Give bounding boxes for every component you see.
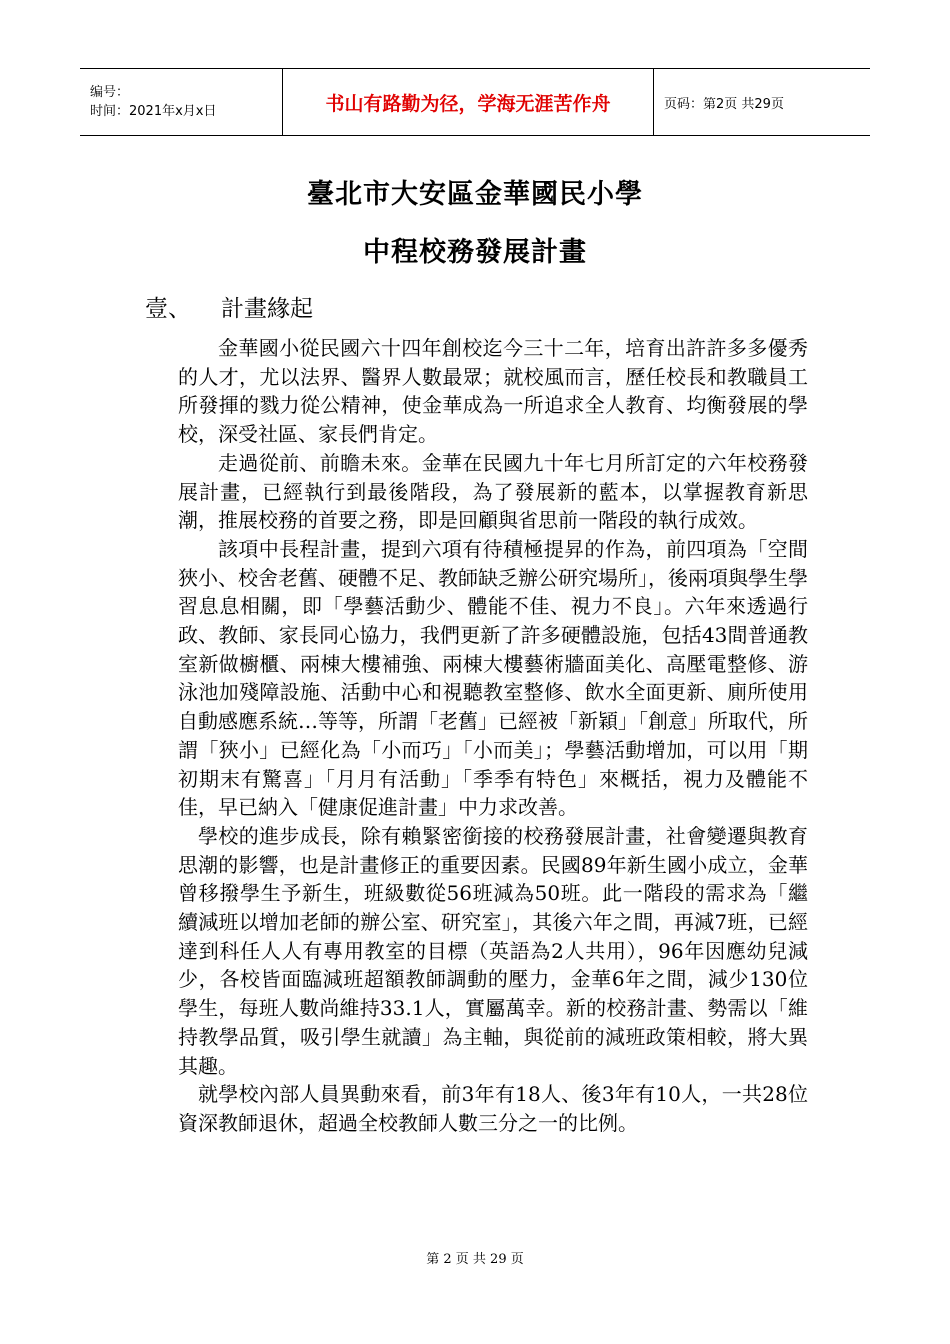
page-footer: 第 2 页 共 29 页 <box>426 1252 524 1267</box>
section-heading <box>145 290 313 323</box>
document-subtitle: 中程校務發展計畫 <box>363 237 587 268</box>
paragraph: 該項中長程計畫，提到六項有待積極提昇的作為，前四項為「空間狹小、校舍老舊、硬體不足、教師缺乏辦公研究場所」，後兩項與學生學習息息相關，即「學藝活動少、體能不佳、視力不良」。六年來透過行政、教師、家長同心協力，我們更新了許多硬體設施，包括43間普通教室新做櫥櫃、兩棟大樓補強、兩棟大樓藝術牆面美化、高壓電整修、游泳池加殘障設施、活動中心和視聽教室整修、飲水全面更新、廁所使用自動感應系統…等等，所謂「老舊」已經被「新穎」「創意」所取代，所謂「狹小」已經化為「小而巧」「小而美」；學藝活動增加，可以用「期初期末有驚喜」「月月有活動」「季季有特色」來概括，視力及體能不佳，早已納入「健康促進計畫」中力求改善。 <box>178 536 808 820</box>
page-header <box>80 68 870 136</box>
header-meta <box>80 69 282 135</box>
header-page-info-cell <box>654 69 870 135</box>
header-slogan: 书山有路勤为径，学海无涯苦作舟 <box>325 92 611 115</box>
paragraph: 金華國小從民國六十四年創校迄今三十二年，培育出許許多多優秀的人才，尤以法界、醫界人數最眾；就校風而言，歷任校長和教職員工所發揮的戮力從公精神，使金華成為一所追求全人教育、均衡發展的學校，深受社區、家長們肯定。 <box>178 336 808 447</box>
paragraph: 學校的進步成長，除有賴緊密銜接的校務發展計畫，社會變遷與教育思潮的影響，也是計畫修正的重要因素。民國89年新生國小成立，金華曾移撥學生予新生，班級數從56班減為50班。此一階段的需求為「繼續減班以增加老師的辦公室、研究室」，其後六年之間，再減7班，已經達到科任人人有專用教室的目標（英語為2人共用），96年因應幼兒減少，各校皆面臨減班超額教師調動的壓力，金華6年之間，減少130位學生，每班人數尚維持33.1人，實屬萬幸。新的校務計畫、勢需以「維持教學品質，吸引學生就讀」為主軸，與從前的減班政策相較，將大異其趣。 <box>178 823 808 1078</box>
header-page-info: 页码：第2页 共29页 <box>664 96 784 112</box>
section-title: 計畫緣起 <box>221 296 313 322</box>
paragraph: 走過從前、前瞻未來。金華在民國九十年七月所訂定的六年校務發展計畫，已經執行到最後階段，為了發展新的藍本，以掌握教育新思潮，推展校務的首要之務，即是回顧與省思前一階段的執行成效。 <box>178 450 808 533</box>
time-label: 时间：2021年x月x日 <box>90 104 217 119</box>
section-number: 壹、 <box>145 296 191 322</box>
code-label: 编号： <box>90 85 130 100</box>
document-title: 臺北市大安區金華國民小學 <box>307 179 643 210</box>
document-body <box>178 334 808 1138</box>
header-slogan-cell <box>282 69 654 135</box>
paragraph: 就學校內部人員異動來看，前3年有18人、後3年有10人，一共28位資深教師退休，超過全校教師人數三分之一的比例。 <box>178 1082 808 1135</box>
